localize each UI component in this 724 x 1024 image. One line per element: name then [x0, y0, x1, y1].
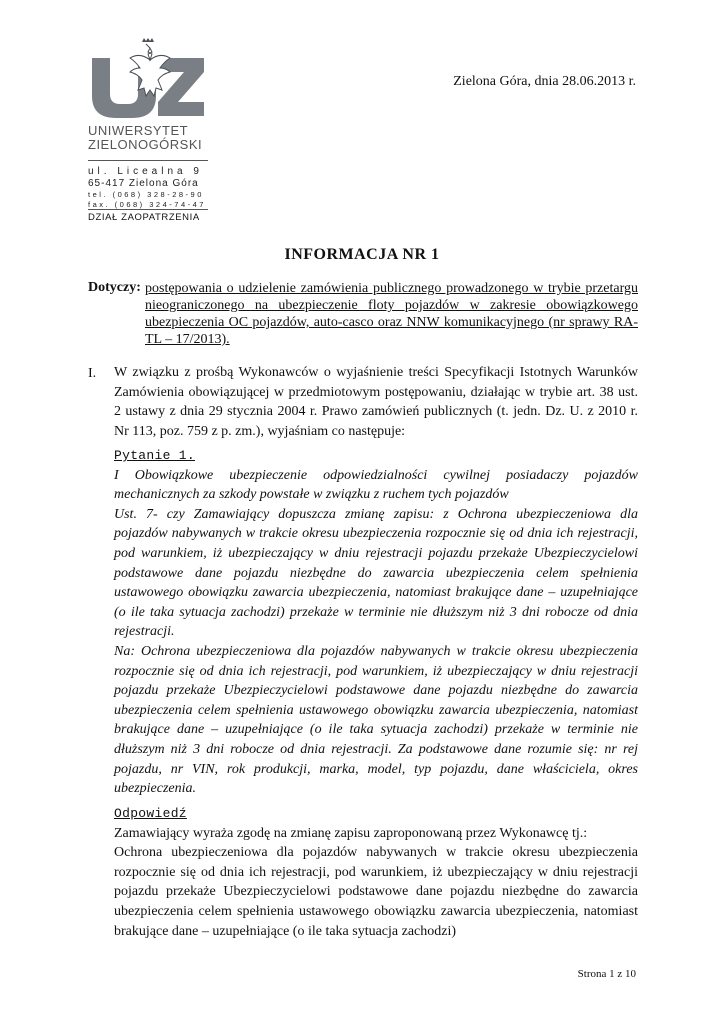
question-heading: Pytanie 1.: [114, 448, 196, 463]
university-name: [88, 124, 202, 152]
university-name-line1: UNIWERSYTET: [88, 123, 189, 138]
section-intro: W związku z prośbą Wykonawców o wyjaśnienie treści Specyfikacji Istotnych Warunków Zamówienia obowiązującej w przedmiotowym postępowaniu, działając w trybie art. 38 ust. 2 ustawy z dnia 29 stycznia 2004 r. Prawo zamówień publicznych (t. jedn. Dz. U. z 2010 r. Nr 113, poz. 759 z p. zm.), wyjaśniam co następuje:: [114, 365, 638, 439]
document-title: INFORMACJA NR 1: [284, 246, 440, 263]
university-name-line2: ZIELONOGÓRSKI: [88, 137, 203, 152]
university-logo: [88, 38, 208, 120]
address-block: [88, 166, 206, 210]
eagle-logo-icon: [88, 38, 208, 120]
section-number: I.: [88, 366, 97, 381]
answer-paragraph: Ochrona ubezpieczeniowa dla pojazdów nabywanych w trakcie okresu ubezpieczenia rozpocznie się od dnia ich rejestracji, pod warunkiem, iż ubezpieczający w dniu rejestracji pojazdu przekaże Ubezpieczycielowi podstawowe dane pojazdu niezbędne do zawarcia ubezpieczenia celem spełnienia ustawowego obowiązku zawarcia ubezpieczenia, natomiast brakujące dane – uzupełniające (o ile taka sytuacja zachodzi): [114, 845, 638, 939]
subject-text: postępowania o udzielenie zamówienia publicznego prowadzonego w trybie przetargu nieograniczonego na ubezpieczenie floty pojazdów w zakresie obowiązkowego ubezpieczenia OC pojazdów, auto-casco oraz NNW komunikacyjnego (nr sprawy RA-TL – 17/2013).: [145, 281, 638, 347]
answer-line-1: Zamawiający wyraża zgodę na zmianę zapisu zaproponowaną przez Wykonawcę tj.:: [114, 825, 588, 841]
answer-block: [114, 804, 638, 941]
address-street: ul. Licealna 9: [88, 166, 203, 177]
document-date: Zielona Góra, dnia 28.06.2013 r.: [453, 74, 636, 89]
header-divider-top: [88, 160, 208, 161]
question-title: I Obowiązkowe ubezpieczenie odpowiedzialności cywilnej posiadaczy pojazdów mechanicznych za szkody powstałe w związku z ruchem tych pojazdów: [114, 467, 638, 503]
question-block: [114, 446, 638, 799]
subject-label: Dotyczy:: [88, 280, 141, 295]
header-divider-bottom: [88, 209, 208, 210]
address-fax: fax. (068) 324-74-47: [88, 200, 206, 209]
address-city: 65-417 Zielona Góra: [88, 178, 199, 189]
question-paragraph-1: Ust. 7- czy Zamawiający dopuszcza zmianę zapisu: z Ochrona ubezpieczeniowa dla pojazdów nabywanych w trakcie okresu ubezpieczenia rozpocznie się od dnia ich rejestracji, pod warunkiem, iż ubezpieczający w dniu rejestracji pojazdu przekaże Ubezpieczycielowi podstawowe dane pojazdu niezbędne do zawarcia ubezpieczenia celem spełnienia ustawowego obowiązku zawarcia ubezpieczenia, natomiast brakujące dane – uzupełniające (o ile taka sytuacja zachodzi) przekaże w terminie nie dłuższym niż 3 dni robocze od dnia rejestracji.: [114, 506, 638, 640]
page-number: Strona 1 z 10: [577, 968, 636, 980]
answer-heading: Odpowiedź: [114, 806, 187, 821]
question-paragraph-2: Na: Ochrona ubezpieczeniowa dla pojazdów nabywanych w trakcie okresu ubezpieczenia rozpocznie się od dnia ich rejestracji, pod warunkiem, iż ubezpieczający w dniu rejestracji pojazdu przekaże Ubezpieczycielowi podstawowe dane pojazdu niezbędne do zawarcia ubezpieczenia celem spełnienia ustawowego obowiązku zawarcia ubezpieczenia, natomiast brakujące dane – uzupełniające (o ile taka sytuacja zachodzi) przekaże w terminie nie dłuższym niż 3 dni robocze od dnia rejestracji. Za podstawowe dane rozumie się: nr rej pojazdu, nr VIN, rok produkcji, marka, model, typ pojazdu, dane właściciela, okres ubezpieczenia.: [114, 643, 638, 797]
department-name: DZIAŁ ZAOPATRZENIA: [88, 212, 200, 223]
address-tel: tel. (068) 328-28-90: [88, 190, 204, 199]
